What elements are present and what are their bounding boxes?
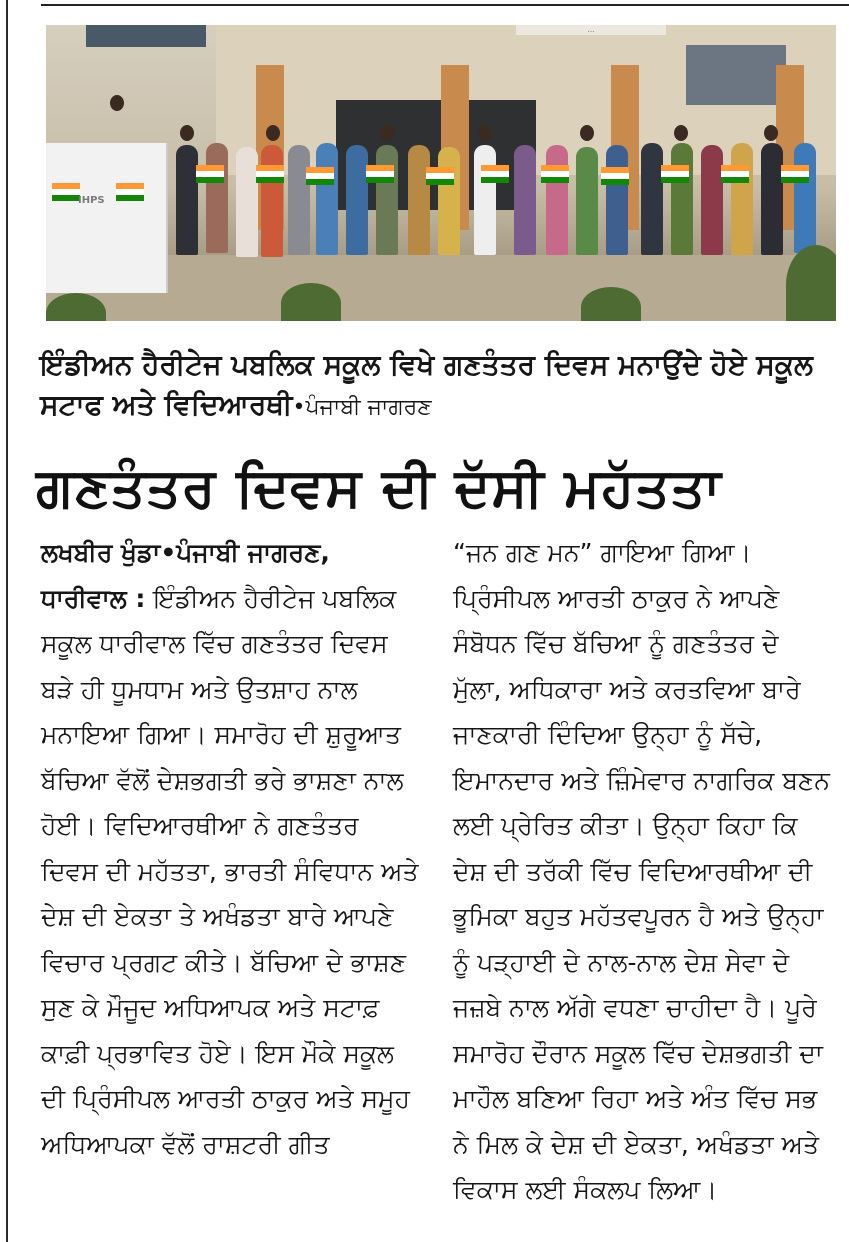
person xyxy=(641,143,663,255)
person xyxy=(408,145,430,255)
person xyxy=(671,143,693,255)
person xyxy=(376,145,398,255)
left-rule xyxy=(6,0,8,1242)
person xyxy=(794,143,816,253)
person xyxy=(206,143,228,253)
plant xyxy=(786,245,836,321)
person-head xyxy=(380,125,394,141)
plant xyxy=(281,283,341,321)
podium-flag xyxy=(52,183,80,201)
person-head xyxy=(110,95,124,111)
tricolor-flag xyxy=(781,165,809,183)
byline: ਲਖਬੀਰ ਖੁੰਡਾ•ਪੰਜਾਬੀ ਜਾਗਰਣ, xyxy=(41,538,330,567)
person xyxy=(546,145,568,255)
person-head xyxy=(266,125,280,141)
person xyxy=(236,147,258,257)
signboard: ... xyxy=(516,25,666,35)
headline: ਗਣਤੰਤਰ ਦਿਵਸ ਦੀ ਦੱਸੀ ਮਹੱਤਤਾ xyxy=(36,456,722,519)
window xyxy=(86,25,206,47)
person xyxy=(474,145,496,255)
top-rule xyxy=(41,4,849,6)
right-body-text: “ਜਨ ਗਣ ਮਨ” ਗਾਇਆ ਗਿਆ। ਪ੍ਰਿੰਸੀਪਲ ਆਰਤੀ ਠਾਕੁਰ ਨੇ ਆਪਣੇ ਸੰਬੋਧਨ ਵਿੱਚ ਬੱਚਿਆ ਨੂੰ ਗਣਤੰਤਰ ਦੇ ਮੁੱਲਾ, ਅਧਿਕਾਰਾ ਅਤੇ ਕਰਤਵਿਆ ਬਾਰੇ ਜਾਣਕਾਰੀ ਦਿੰਦਿਆ ਉਨ੍ਹਾ ਨੂੰ ਸੱਚੇ, ਇਮਾਨਦਾਰ ਅਤੇ ਜ਼ਿੰਮੇਵਾਰ ਨਾਗਰਿਕ ਬਣਨ ਲਈ ਪ੍ਰੇਰਿਤ ਕੀਤਾ। ਉਨ੍ਹਾ ਕਿਹਾ ਕਿ ਦੇਸ਼ ਦੀ ਤਰੱਕੀ ਵਿੱਚ ਵਿਦਿਆਰਥੀਆ ਦੀ ਭੂਮਿਕਾ ਬਹੁਤ ਮਹੱਤਵਪੂਰਨ ਹੈ ਅਤੇ ਉਨ੍ਹਾ ਨੂੰ ਪੜ੍ਹਾਈ ਦੇ ਨਾਲ-ਨਾਲ ਦੇਸ਼ ਸੇਵਾ ਦੇ ਜਜ਼ਬੇ ਨਾਲ ਅੱਗੇ ਵਧਣਾ ਚਾਹੀਦਾ ਹੈ। ਪੂਰੇ ਸਮਾਰੋਹ ਦੌਰਾਨ ਸਕੂਲ ਵਿੱਚ ਦੇਸ਼ਭਗਤੀ ਦਾ ਮਾਹੌਲ ਬਣਿਆ ਰਿਹਾ ਅਤੇ ਅੰਤ ਵਿੱਚ ਸਭ ਨੇ ਮਿਲ ਕੇ ਦੇਸ਼ ਦੀ ਏਕਤਾ, ਅਖੰਡਤਾ ਅਤੇ ਵਿਕਾਸ ਲਈ ਸੰਕਲਪ ਲਿਆ। xyxy=(453,538,830,1204)
article-column-left xyxy=(41,530,421,1167)
person xyxy=(438,147,460,255)
person-head xyxy=(180,125,194,141)
tricolor-flag xyxy=(196,165,224,183)
person xyxy=(761,143,783,255)
person xyxy=(261,145,283,257)
tricolor-flag xyxy=(721,165,749,183)
caption-text: ਇੰਡੀਅਨ ਹੈਰੀਟੇਜ ਪਬਲਿਕ ਸਕੂਲ ਵਿਖੇ ਗਣਤੰਤਰ ਦਿਵਸ ਮਨਾਉਂਦੇ ਹੋਏ ਸਕੂਲ ਸਟਾਫ ਅਤੇ ਵਿਦਿਆਰਥੀ xyxy=(40,348,813,421)
podium xyxy=(46,143,168,293)
person xyxy=(701,145,723,255)
person xyxy=(606,145,628,255)
tricolor-flag xyxy=(366,165,394,183)
tricolor-flag xyxy=(481,165,509,183)
person xyxy=(576,147,598,255)
person-head xyxy=(764,125,778,141)
tricolor-flag xyxy=(256,165,284,183)
person xyxy=(346,145,368,255)
caption-credit: •ਪੰਜਾਬੀ ਜਾਗਰਣ xyxy=(292,395,432,420)
podium-flag xyxy=(116,183,144,201)
person-head xyxy=(674,125,688,141)
person xyxy=(316,143,338,255)
school-logo: IHPS xyxy=(78,195,105,206)
news-photo xyxy=(46,25,836,321)
article-paragraph xyxy=(41,576,421,1168)
tricolor-flag xyxy=(306,167,334,185)
person xyxy=(731,143,753,255)
tricolor-flag xyxy=(426,167,454,185)
tricolor-flag xyxy=(541,165,569,183)
photo-caption xyxy=(40,345,830,428)
left-body-text: ਇੰਡੀਅਨ ਹੈਰੀਟੇਜ ਪਬਲਿਕ ਸਕੂਲ ਧਾਰੀਵਾਲ ਵਿੱਚ ਗਣਤੰਤਰ ਦਿਵਸ ਬੜੇ ਹੀ ਧੂਮਧਾਮ ਅਤੇ ਉਤਸ਼ਾਹ ਨਾਲ ਮਨਾਇਆ ਗਿਆ। ਸਮਾਰੋਹ ਦੀ ਸ਼ੁਰੂਆਤ ਬੱਚਿਆ ਵੱਲੋਂ ਦੇਸ਼ਭਗਤੀ ਭਰੇ ਭਾਸ਼ਣਾ ਨਾਲ ਹੋਈ। ਵਿਦਿਆਰਥੀਆ ਨੇ ਗਣਤੰਤਰ ਦਿਵਸ ਦੀ ਮਹੱਤਤਾ, ਭਾਰਤੀ ਸੰਵਿਧਾਨ ਅਤੇ ਦੇਸ਼ ਦੀ ਏਕਤਾ ਤੇ ਅਖੰਡਤਾ ਬਾਰੇ ਆਪਣੇ ਵਿਚਾਰ ਪ੍ਰਗਟ ਕੀਤੇ। ਬੱਚਿਆ ਦੇ ਭਾਸ਼ਣ ਸੁਣ ਕੇ ਮੌਜੂਦ ਅਧਿਆਪਕ ਅਤੇ ਸਟਾਫ਼ ਕਾਫ਼ੀ ਪ੍ਰਭਾਵਿਤ ਹੋਏ। ਇਸ ਮੌਕੇ ਸਕੂਲ ਦੀ ਪ੍ਰਿੰਸੀਪਲ ਆਰਤੀ ਠਾਕੁਰ ਅਤੇ ਸਮੂਹ ਅਧਿਆਪਕਾ ਵੱਲੋਂ ਰਾਸ਼ਟਰੀ ਗੀਤ xyxy=(41,583,419,1159)
person xyxy=(514,145,536,255)
dateline: ਧਾਰੀਵਾਲ : xyxy=(41,583,146,613)
person xyxy=(176,145,198,255)
article-column-right xyxy=(453,530,833,1213)
person-head xyxy=(478,125,492,141)
window xyxy=(686,45,786,105)
plant xyxy=(581,287,641,321)
tricolor-flag xyxy=(661,165,689,183)
person xyxy=(288,145,310,255)
person-head xyxy=(580,125,594,141)
tricolor-flag xyxy=(601,167,629,185)
